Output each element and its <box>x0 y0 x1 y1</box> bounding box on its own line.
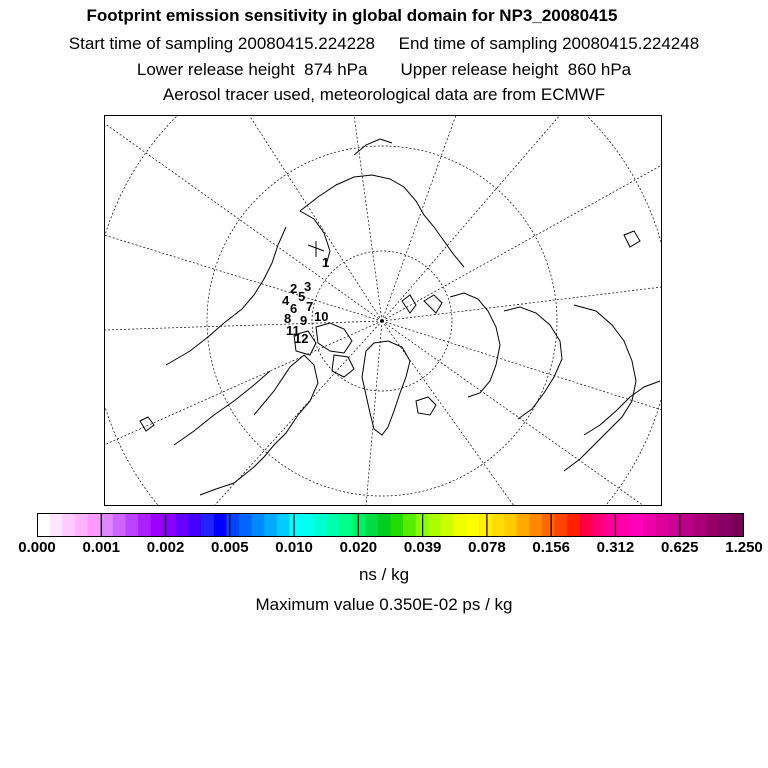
colorbar-cell <box>290 513 303 537</box>
colorbar-cell <box>302 513 315 537</box>
colorbar-cell <box>391 513 404 537</box>
colorbar-unit: ns / kg <box>358 565 410 584</box>
sampling-times: Start time of sampling 20080415.224228 End time of sampling 20080415.224248 <box>68 34 700 53</box>
map-title: Footprint emission sensitivity in global domain for NP3_20080415 <box>86 6 618 25</box>
colorbar-cell <box>365 513 378 537</box>
colorbar-cell <box>88 513 101 537</box>
colorbar-tick-label: 0.039 <box>403 539 442 556</box>
colorbar-cell <box>605 513 618 537</box>
colorbar-cell <box>454 513 467 537</box>
colorbar-cell <box>555 513 568 537</box>
colorbar-cell <box>176 513 189 537</box>
colorbar-cell <box>706 513 719 537</box>
colorbar-cell <box>731 513 744 537</box>
colorbar-tick-label: 0.000 <box>18 539 56 556</box>
colorbar-cell <box>643 513 656 537</box>
colorbar-cell <box>201 513 214 537</box>
colorbar-cell <box>113 513 126 537</box>
colorbar-cell <box>542 513 555 537</box>
colorbar-cell <box>264 513 277 537</box>
colorbar-cell <box>189 513 202 537</box>
colorbar-cell <box>340 513 353 537</box>
colorbar-cell <box>252 513 265 537</box>
colorbar-cell <box>37 513 50 537</box>
colorbar-cell <box>618 513 631 537</box>
point-label: 7 <box>306 299 314 314</box>
colorbar-cell <box>567 513 580 537</box>
colorbar-cell <box>656 513 669 537</box>
point-label: 8 <box>284 311 292 326</box>
colorbar-cell <box>428 513 441 537</box>
colorbar-cell <box>517 513 530 537</box>
colorbar-tick-label: 0.625 <box>660 539 699 556</box>
colorbar-tick-label: 0.156 <box>532 539 570 556</box>
release-heights: Lower release height 874 hPa Upper release height 860 hPa <box>136 60 632 79</box>
point-label: 5 <box>298 289 306 304</box>
colorbar-tick-label: 0.001 <box>82 539 121 556</box>
colorbar-tick-label: 0.312 <box>596 539 635 556</box>
colorbar-cell <box>75 513 88 537</box>
colorbar-cell <box>62 513 75 537</box>
maximum-value: Maximum value 0.350E-02 ps / kg <box>255 595 513 614</box>
point-label: 2 <box>290 281 298 296</box>
colorbar-tick-label: 0.005 <box>211 539 249 556</box>
colorbar-cell <box>403 513 416 537</box>
colorbar-tick-label: 0.010 <box>275 539 313 556</box>
point-label: 10 <box>314 309 329 324</box>
colorbar-tick-label: 0.020 <box>339 539 378 556</box>
colorbar-cell <box>593 513 606 537</box>
polar-footprint-map <box>104 115 662 506</box>
point-label: 4 <box>282 293 290 308</box>
colorbar-cell <box>50 513 63 537</box>
point-label: 12 <box>294 331 309 346</box>
colorbar-cell <box>353 513 366 537</box>
colorbar-cell <box>492 513 505 537</box>
colorbar-cell <box>441 513 454 537</box>
point-label: 11 <box>286 323 300 338</box>
point-label: 6 <box>290 301 298 316</box>
colorbar-cell <box>694 513 707 537</box>
tracer-info: Aerosol tracer used, meteorological data are from ECMWF <box>162 85 606 104</box>
colorbar-cell <box>125 513 138 537</box>
colorbar-cell <box>580 513 593 537</box>
colorbar-cell <box>151 513 164 537</box>
colorbar-cell <box>719 513 732 537</box>
colorbar-cell <box>100 513 113 537</box>
colorbar-tick-label: 0.002 <box>146 539 185 556</box>
colorbar-cell <box>630 513 643 537</box>
colorbar-cell <box>466 513 479 537</box>
colorbar-cell <box>378 513 391 537</box>
point-label: 3 <box>304 279 312 294</box>
colorbar-cell <box>504 513 517 537</box>
colorbar-cell <box>277 513 290 537</box>
colorbar-cell <box>681 513 694 537</box>
colorbar-tick-label: 0.078 <box>468 539 506 556</box>
colorbar-cell <box>529 513 542 537</box>
point-label: 1 <box>322 255 330 270</box>
colorbar-cell <box>315 513 328 537</box>
colorbar-tick-label: 1.250 <box>725 539 763 556</box>
colorbar-cell <box>479 513 492 537</box>
colorbar <box>37 513 744 537</box>
colorbar-cell <box>327 513 340 537</box>
colorbar-cell <box>214 513 227 537</box>
point-label: 9 <box>300 313 308 328</box>
colorbar-cell <box>226 513 239 537</box>
colorbar-cell <box>138 513 151 537</box>
colorbar-cell <box>239 513 252 537</box>
